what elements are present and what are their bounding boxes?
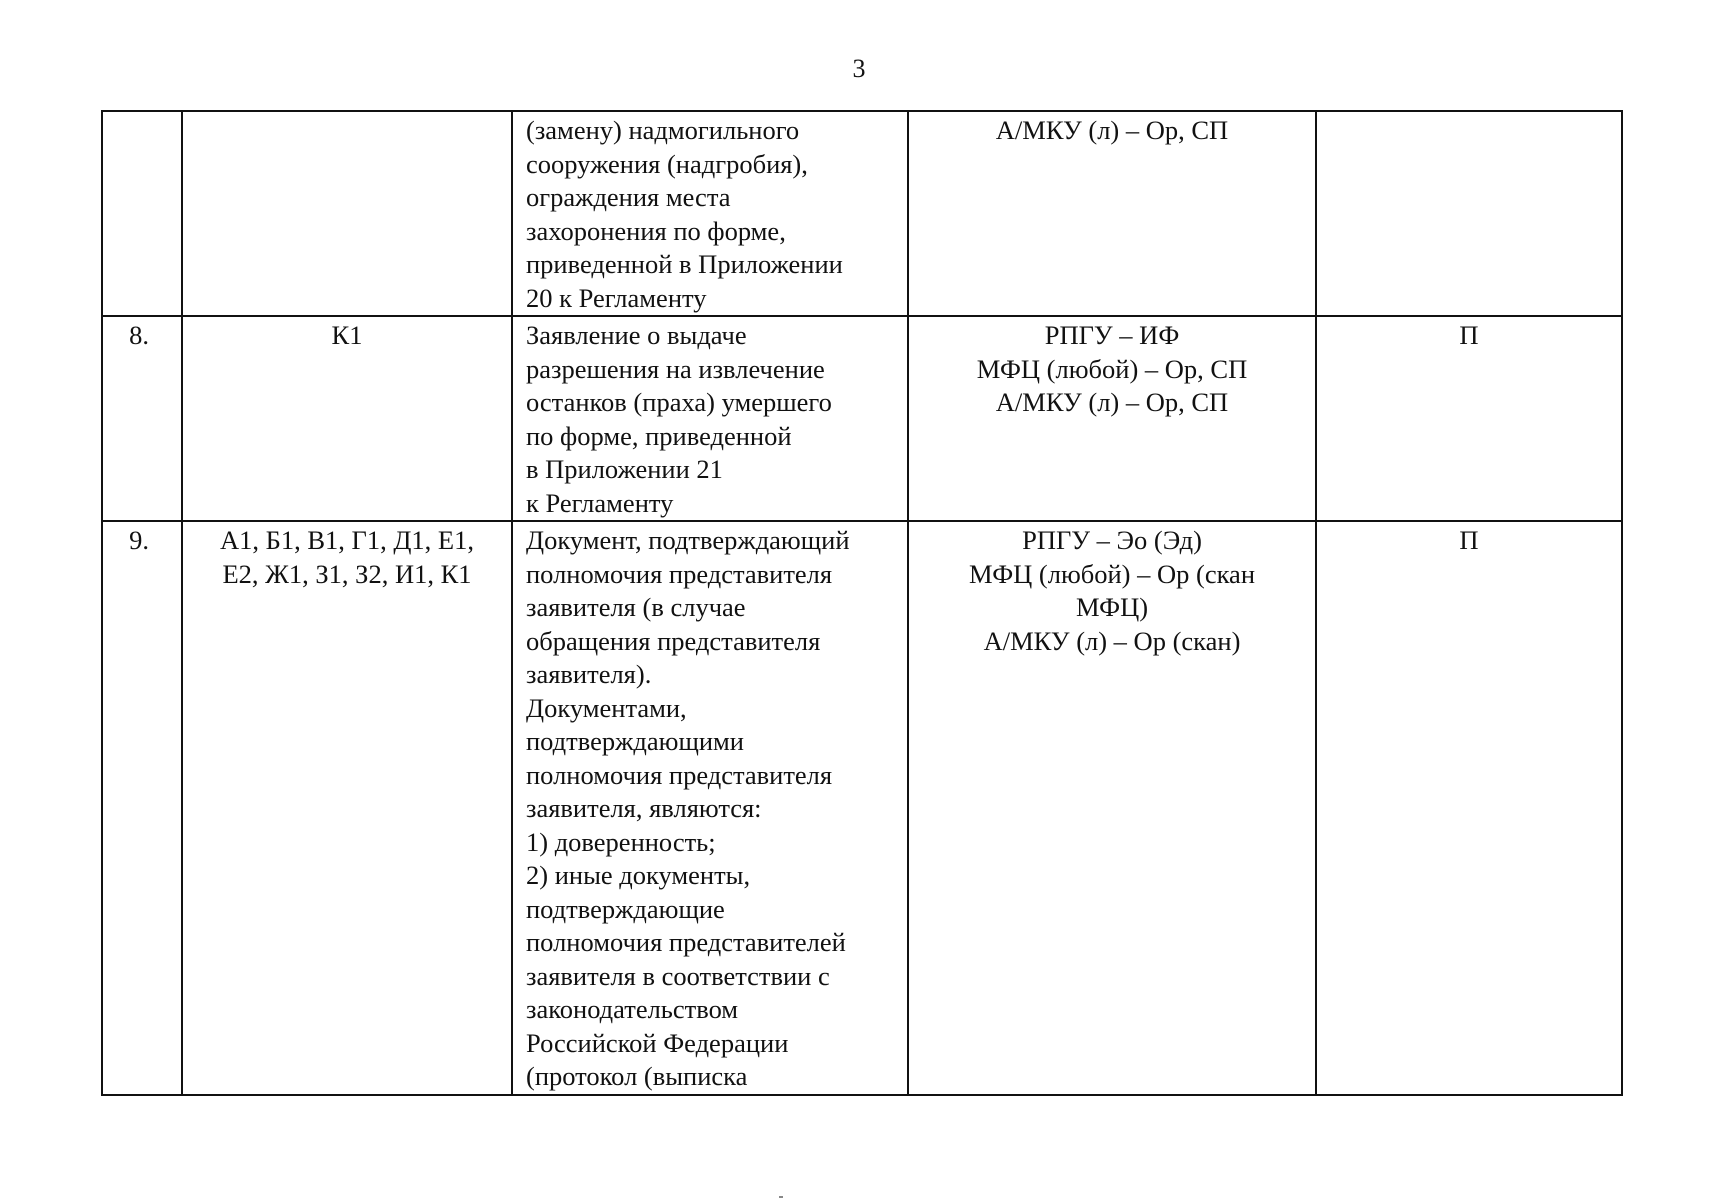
submission-method-line: МФЦ) <box>1075 592 1149 622</box>
document-line: полномочия представителей <box>526 927 846 957</box>
applicant-codes-line: К1 <box>331 320 363 350</box>
document-line: (протокол (выписка <box>526 1061 748 1091</box>
document-line: сооружения (надгробия), <box>526 148 808 179</box>
submission-method-line: РПГУ – ИФ <box>1044 320 1180 350</box>
document-line: заявителя). <box>526 659 652 689</box>
document-type-cell: П <box>1316 316 1622 521</box>
row-number-cell: 9. <box>102 521 182 1095</box>
submission-method-cell <box>908 521 1316 1095</box>
document-type-cell <box>1316 111 1622 316</box>
applicant-codes-cell <box>182 111 512 316</box>
document-line: Российской Федерации <box>526 1027 789 1058</box>
submission-method-line: А/МКУ (л) – Ор, СП <box>995 115 1229 145</box>
submission-method-line: МФЦ (любой) – Ор (скан <box>968 558 1255 589</box>
document-line: заявителя (в случае <box>526 592 746 622</box>
row-number-cell <box>102 111 182 316</box>
submission-method-cell <box>908 111 1316 316</box>
document-line: подтверждающими <box>526 726 744 756</box>
document-type-cell: П <box>1316 521 1622 1095</box>
submission-method-cell <box>908 316 1316 521</box>
applicant-codes-cell <box>182 521 512 1095</box>
document-description-cell <box>512 521 908 1095</box>
document-line: Заявление о выдаче <box>526 320 747 350</box>
document-line: приведенной в Приложении <box>526 249 843 279</box>
document-line: (замену) надмогильного <box>526 115 800 145</box>
applicant-codes-line: А1, Б1, В1, Г1, Д1, Е1, <box>220 525 474 555</box>
page-number: 3 <box>852 54 866 83</box>
document-line: разрешения на извлечение <box>526 353 825 384</box>
document-line: заявителя в соответствии с <box>526 960 830 991</box>
document-line: к Регламенту <box>526 487 674 518</box>
document-line: захоронения по форме, <box>526 215 786 246</box>
documents-table <box>101 110 1623 1096</box>
document-line: в Приложении 21 <box>526 454 723 484</box>
document-line: Документ, подтверждающий <box>526 525 850 555</box>
document-line: ограждения места <box>526 182 731 212</box>
document-line: обращения представителя <box>526 625 821 656</box>
scan-speck <box>779 1196 783 1198</box>
table-row <box>102 521 1622 1095</box>
document-line: 1) доверенность; <box>526 826 716 857</box>
document-line: Документами, <box>526 692 687 723</box>
document-line: останков (праха) умершего <box>526 387 832 417</box>
document-description-cell <box>512 111 908 316</box>
submission-method-line: А/МКУ (л) – Ор, СП <box>995 387 1229 417</box>
document-line: законодательством <box>526 994 739 1024</box>
submission-method-line: МФЦ (любой) – Ор, СП <box>976 353 1248 384</box>
document-line: подтверждающие <box>526 893 725 924</box>
submission-method-line: РПГУ – Эо (Эд) <box>1022 525 1202 555</box>
table-row <box>102 316 1622 521</box>
document-line: 2) иные документы, <box>526 860 751 890</box>
applicant-codes-line: Е2, Ж1, З1, З2, И1, К1 <box>222 558 472 589</box>
document-line: полномочия представителя <box>526 759 833 790</box>
document-description-cell <box>512 316 908 521</box>
table-row <box>102 111 1622 316</box>
document-line: по форме, приведенной <box>526 420 792 451</box>
row-number-cell: 8. <box>102 316 182 521</box>
document-line: заявителя, являются: <box>526 793 762 823</box>
document-line: полномочия представителя <box>526 558 833 589</box>
submission-method-line: А/МКУ (л) – Ор (скан) <box>983 625 1241 656</box>
applicant-codes-cell <box>182 316 512 521</box>
document-line: 20 к Регламенту <box>526 282 707 313</box>
